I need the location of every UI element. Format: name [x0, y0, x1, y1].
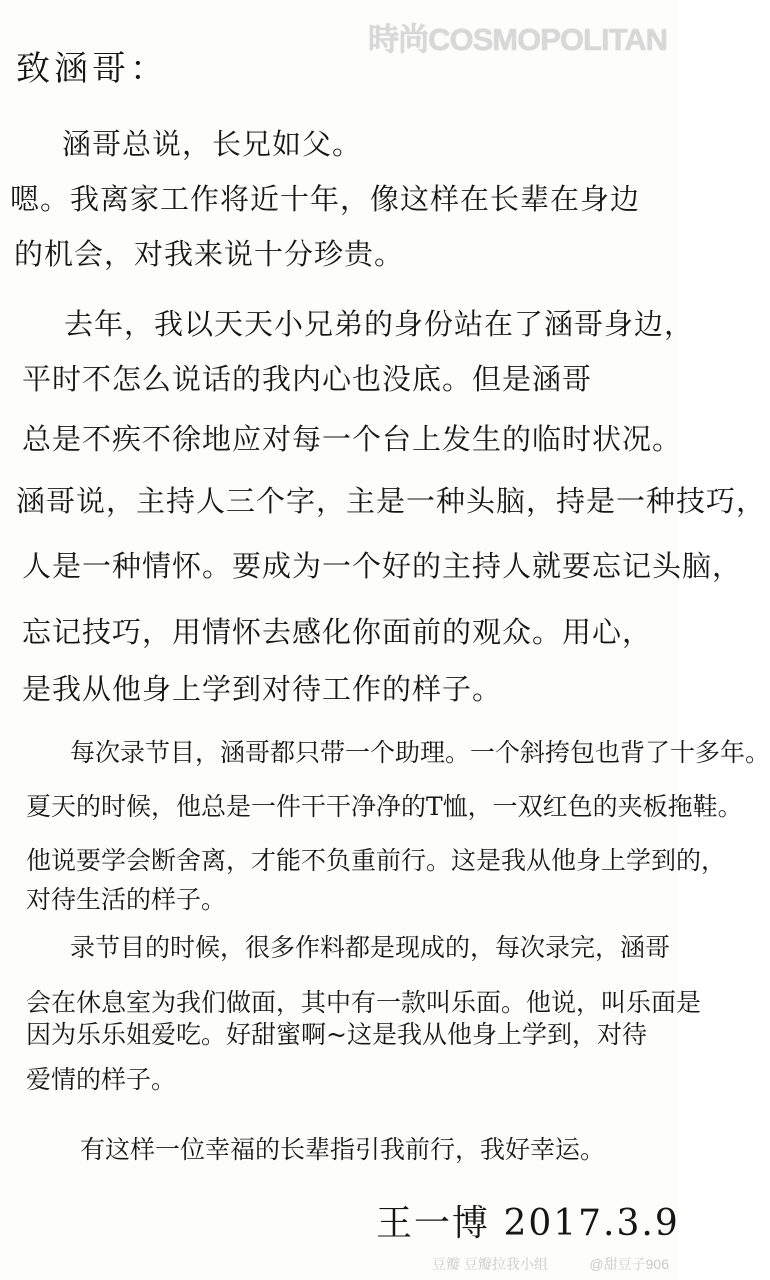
- letter-line: 人是一种情怀。要成为一个好的主持人就要忘记头脑，: [22, 549, 743, 583]
- letter-line: 他说要学会断舍离，才能不负重前行。这是我从他身上学到的，: [26, 846, 727, 875]
- letter-line: 忘记技巧，用情怀去感化你面前的观众。用心，: [22, 615, 653, 649]
- letter-line: 总是不疾不徐地应对每一个台上发生的临时状况。: [22, 422, 683, 456]
- letter-line: 夏天的时候，他总是一件干干净净的T恤，一双红色的夹板拖鞋。: [26, 792, 743, 821]
- letter-line: 涵哥总说，长兄如父。: [62, 127, 363, 161]
- letter-line: 录节目的时候，很多作料都是现成的，每次录完，涵哥: [70, 933, 671, 962]
- letter-signature: 王一博 2017.3.9: [376, 1203, 680, 1244]
- letter-line: 嗯。我离家工作将近十年，像这样在长辈在身边: [10, 182, 641, 216]
- letter-line: 因为乐乐姐爱吃。好甜蜜啊~这是我从他身上学到，对待: [26, 1020, 647, 1049]
- letter-line: 对待生活的样子。: [26, 885, 227, 914]
- douban-watermark: 豆瓣 豆瓣拉我小组: [432, 1256, 548, 1272]
- letter-line: 涵哥说，主持人三个字，主是一种头脑，持是一种技巧，: [16, 484, 767, 518]
- letter-line: 会在休息室为我们做面，其中有一款叫乐面。他说，叫乐面是: [26, 988, 702, 1017]
- letter-line: 的机会，对我来说十分珍贵。: [14, 237, 405, 271]
- letter-line: 是我从他身上学到对待工作的样子。: [22, 672, 503, 706]
- masthead-watermark: 時尚COSMOPOLITAN: [368, 22, 667, 57]
- weibo-watermark: @甜豆子906: [589, 1256, 669, 1272]
- letter-line: 平时不怎么说话的我内心也没底。但是涵哥: [22, 362, 593, 396]
- letter-greeting: 致涵哥：: [16, 49, 168, 89]
- letter-line: 爱情的样子。: [26, 1065, 177, 1094]
- letter-line: 有这样一位幸福的长辈指引我前行，我好幸运。: [80, 1135, 606, 1164]
- letter-line: 去年，我以天天小兄弟的身份站在了涵哥身边，: [64, 307, 695, 341]
- letter-line: 每次录节目，涵哥都只带一个助理。一个斜挎包也背了十多年。: [70, 738, 770, 767]
